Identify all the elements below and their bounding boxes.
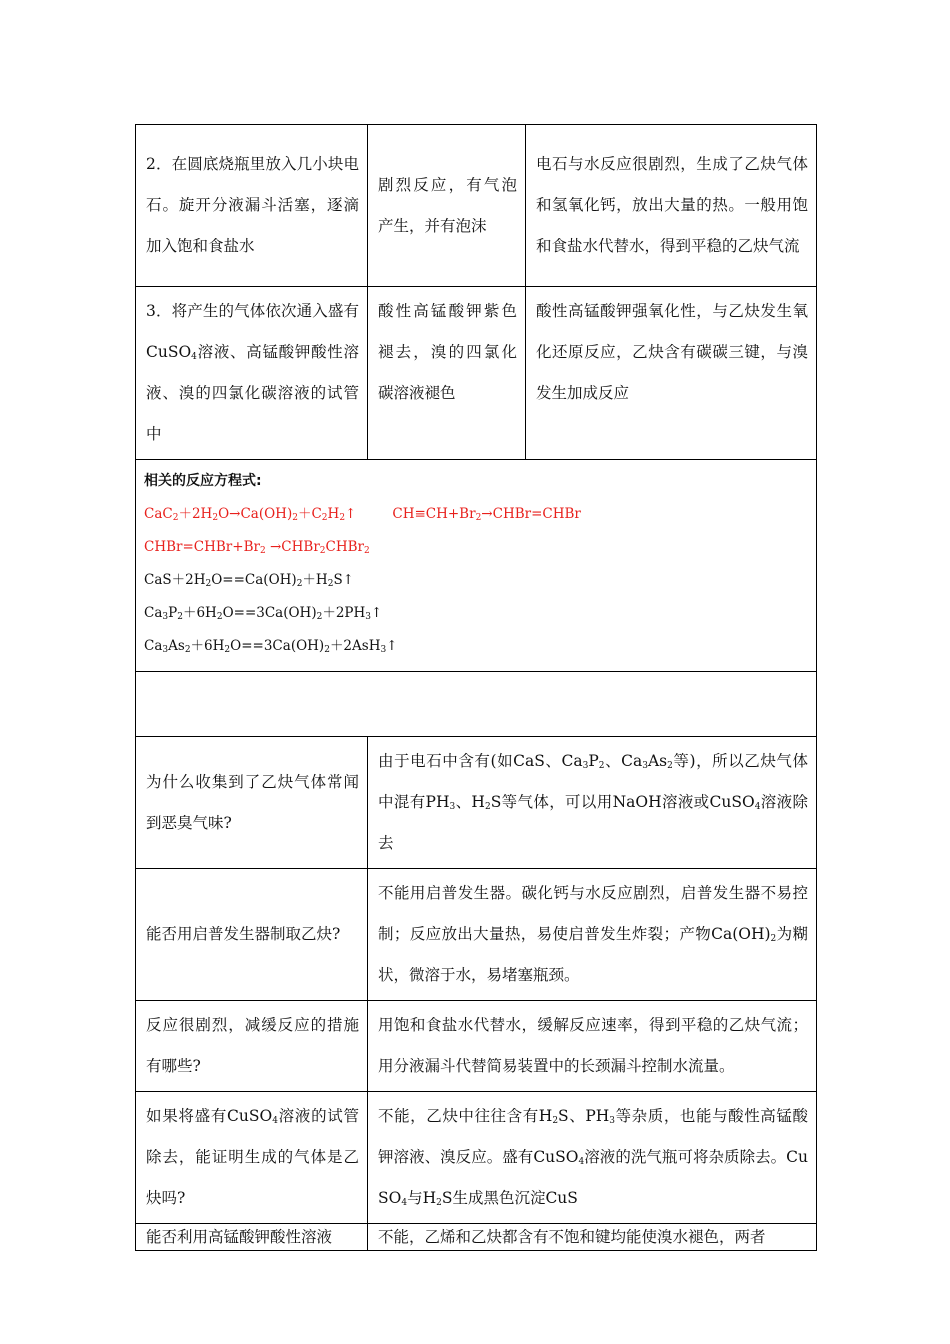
phenomenon-text: 酸性高锰酸钾紫色褪去，溴的四氯化碳溶液褪色 [378, 302, 517, 402]
arrow-symbol: → [481, 506, 493, 522]
explanation-cell [526, 125, 817, 287]
question-cell [136, 1001, 368, 1092]
subscript: 2 [364, 546, 370, 556]
text-run: As [647, 752, 668, 770]
gas-arrow: ↑ [345, 506, 357, 522]
qa-row-1 [136, 737, 817, 869]
text-run: 由于电石中含有(如CaS、Ca [378, 752, 583, 770]
text-run: ↑ [371, 605, 383, 621]
explanation-cell [526, 287, 817, 460]
text-run: Ca [144, 605, 163, 621]
question-text: 为什么收集到了乙炔气体常闻到恶臭气味? [146, 772, 359, 832]
subscript: 2 [172, 513, 179, 523]
subscript: 2 [484, 802, 491, 812]
text-run: ＋H [302, 572, 328, 588]
equation-line-3 [144, 564, 808, 597]
subscript: 2 [296, 579, 303, 589]
text-run: ＋6H [182, 605, 217, 621]
text-run: 、H [455, 793, 485, 811]
text-run: CHBr=CHBr+Br [144, 539, 260, 555]
question-text: 能否利用高锰酸钾酸性溶液 [146, 1228, 333, 1246]
subscript: 2 [339, 513, 346, 523]
equations-cell [136, 460, 817, 672]
equations-row [136, 460, 817, 672]
text-run: 溶液的洗气瓶可将杂质除去。CuSO [378, 1148, 808, 1207]
text-run: P [588, 752, 599, 770]
text-run: ＋2PH [322, 605, 366, 621]
text-run: As [168, 638, 185, 654]
text-run: S生成黑色沉淀CuS [441, 1189, 578, 1207]
subscript: 2 [552, 1116, 559, 1126]
text-run: 不能，乙炔中往往含有H [378, 1107, 553, 1125]
answer-text [378, 1107, 808, 1207]
text-run: 3．将产生的气体依次通入盛有CuSO [146, 302, 359, 361]
subscript: 3 [380, 645, 387, 655]
equation-line-4 [144, 597, 808, 630]
subscript: 2 [319, 546, 326, 556]
answer-cell [368, 1001, 817, 1092]
answer-text [378, 752, 808, 852]
subscript: 3 [162, 645, 169, 655]
text-run: H [327, 506, 340, 522]
subscript: 3 [582, 761, 589, 771]
step-text: 2．在圆底烧瓶里放入几小块电石。旋开分液漏斗活塞，逐滴加入饱和食盐水 [146, 155, 359, 255]
subscript: 4 [401, 1198, 408, 1208]
qa-row-2 [136, 869, 817, 1001]
step-cell [136, 125, 368, 287]
text-run: O==3Ca(OH) [230, 638, 325, 654]
text-run: P [168, 605, 178, 621]
text-run: Ca [144, 638, 163, 654]
text-run: 为糊状，微溶于水，易堵塞瓶颈。 [378, 925, 808, 984]
qa-row-4 [136, 1092, 817, 1224]
step-text [146, 302, 359, 443]
arrow-symbol: → [229, 506, 241, 522]
question-text: 反应很剧烈，减缓反应的措施有哪些? [146, 1016, 359, 1075]
subscript: 2 [475, 513, 482, 523]
blank-row [136, 672, 817, 737]
subscript: 2 [327, 579, 334, 589]
subscript: 2 [316, 612, 323, 622]
text-run: Ca(OH) [240, 506, 293, 522]
text-run: CH≡CH+Br [392, 506, 476, 522]
answer-cell [368, 1092, 817, 1224]
subscript: 4 [754, 802, 761, 812]
text-run: ↑ [386, 638, 398, 654]
equations-title: 相关的反应方程式: [144, 473, 262, 489]
text-run: 与H [407, 1189, 437, 1207]
equation-line-2 [144, 531, 808, 564]
table-row-step-3 [136, 287, 817, 460]
subscript: 2 [321, 513, 328, 523]
phenomenon-cell [368, 125, 526, 287]
text-run: ＋6H [190, 638, 225, 654]
answer-cell [368, 869, 817, 1001]
subscript: 2 [292, 513, 298, 523]
subscript: 2 [216, 612, 223, 622]
text-run: ＋2H [178, 506, 213, 522]
text-run: 等)，所以乙炔气体中混有PH [378, 752, 808, 811]
subscript: 2 [184, 645, 191, 655]
subscript: 2 [436, 1198, 442, 1208]
explanation-text: 电石与水反应很剧烈，生成了乙炔气体和氢氧化钙，放出大量的热。一般用饱和食盐水代替水，得到平稳的乙炔气流 [536, 155, 808, 255]
subscript: 2 [770, 934, 777, 944]
text-run: 如果将盛有CuSO [146, 1107, 273, 1125]
text-run: O [218, 506, 230, 522]
text-run: O==Ca(OH) [211, 572, 297, 588]
text-run: ＋C [297, 506, 322, 522]
subscript: 2 [177, 612, 183, 622]
subscript: 4 [578, 1157, 585, 1167]
answer-text [378, 884, 808, 984]
question-text: 能否用启普发生器制取乙炔? [146, 925, 341, 943]
answer-text: 不能，乙烯和乙炔都含有不饱和键均能使溴水褪色，两者 [378, 1228, 766, 1246]
subscript: 2 [212, 513, 219, 523]
subscript: 4 [191, 352, 197, 362]
question-cell [136, 737, 368, 869]
text-run: 溶液的试管除去，能证明生成的气体是乙炔吗? [146, 1107, 359, 1207]
blank-cell [136, 672, 817, 737]
subscript: 2 [598, 761, 605, 771]
experiment-table [135, 124, 817, 1251]
text-run: CaC [144, 506, 173, 522]
equation-line-1 [144, 498, 808, 531]
phenomenon-cell [368, 287, 526, 460]
subscript: 4 [272, 1116, 278, 1126]
question-text [146, 1107, 359, 1207]
text-run: 等杂质，也能与酸性高锰酸钾溶液、溴反应。盛有CuSO [378, 1107, 808, 1166]
text-run: ＋2AsH [329, 638, 381, 654]
subscript: 2 [205, 579, 212, 589]
subscript: 2 [224, 645, 231, 655]
equation-line-5 [144, 630, 808, 663]
question-cell [136, 1224, 368, 1251]
subscript: 2 [324, 645, 330, 655]
table-row-step-2 [136, 125, 817, 287]
text-run: 溶液除去 [378, 793, 808, 852]
step-cell [136, 287, 368, 460]
text-run: CHBr [281, 539, 320, 555]
text-run: S、PH [558, 1107, 610, 1125]
subscript: 3 [609, 1116, 616, 1126]
arrow-symbol: → [265, 539, 282, 555]
subscript: 3 [365, 612, 372, 622]
qa-row-5 [136, 1224, 817, 1251]
text-run: O==3Ca(OH) [222, 605, 317, 621]
question-cell [136, 869, 368, 1001]
text-run: 不能用启普发生器。碳化钙与水反应剧烈，启普发生器不易控制；反应放出大量热，易使启普发生炸裂；产物Ca(OH) [378, 884, 808, 943]
text-run: 、Ca [604, 752, 643, 770]
text-run: CaS＋2H [144, 572, 206, 588]
subscript: 2 [667, 761, 673, 771]
question-cell [136, 1092, 368, 1224]
text-run: 溶液、高锰酸钾酸性溶液、溴的四氯化碳溶液的试管中 [146, 343, 359, 443]
text-run: S↑ [333, 572, 354, 588]
answer-cell [368, 1224, 817, 1251]
answer-cell [368, 737, 817, 869]
qa-row-3 [136, 1001, 817, 1092]
text-run: CHBr [325, 539, 364, 555]
explanation-text: 酸性高锰酸钾强氧化性，与乙炔发生氧化还原反应，乙炔含有碳碳三键，与溴发生加成反应 [536, 302, 808, 402]
phenomenon-text: 剧烈反应，有气泡产生，并有泡沫 [378, 175, 517, 235]
subscript: 3 [162, 612, 169, 622]
text-run: CHBr=CHBr [492, 506, 581, 522]
subscript: 3 [642, 761, 648, 771]
subscript: 2 [259, 546, 266, 556]
text-run: S等气体，可以用NaOH溶液或CuSO [490, 793, 755, 811]
answer-text: 用饱和食盐水代替水，缓解反应速率，得到平稳的乙炔气流；用分液漏斗代替简易装置中的长颈漏斗控制水流量。 [378, 1016, 808, 1075]
subscript: 3 [449, 802, 456, 812]
